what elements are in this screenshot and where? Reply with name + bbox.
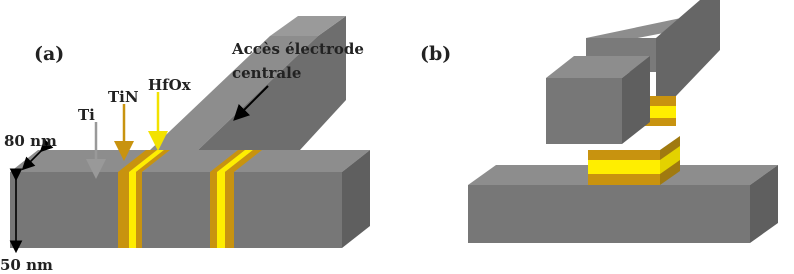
tin-label: TiN bbox=[108, 88, 139, 106]
right-hfox-layer-front bbox=[217, 172, 225, 248]
lower-tin-layer bbox=[588, 174, 660, 185]
wire-top-face bbox=[10, 150, 370, 172]
wire-front-face bbox=[10, 172, 342, 248]
right-tin-layer-front bbox=[210, 172, 217, 248]
acces-electrode-label-line1: Accès électrode bbox=[232, 40, 364, 58]
lower-tin-layer-2 bbox=[588, 150, 660, 160]
panel-a bbox=[0, 16, 370, 274]
slab-front-face bbox=[468, 185, 750, 243]
panel-b-label: (b) bbox=[420, 43, 452, 65]
left-tin-layer-front bbox=[118, 172, 129, 248]
panel-a-label: (a) bbox=[34, 43, 65, 65]
top-bar-front-face bbox=[546, 78, 622, 144]
panel-b bbox=[420, 0, 778, 243]
dim-height-label: 50 nm bbox=[0, 256, 53, 274]
dim-width-label: 80 nm bbox=[4, 132, 57, 150]
hfox-label: HfOx bbox=[148, 76, 191, 94]
horizontal-wire-block bbox=[10, 150, 370, 248]
left-tin-layer-front-2 bbox=[136, 172, 142, 248]
top-bar-diagonal-face bbox=[656, 0, 720, 96]
lower-hfox-layer bbox=[588, 160, 660, 174]
top-electrode-bar bbox=[546, 0, 720, 144]
right-tin-layer-front-2 bbox=[225, 172, 234, 248]
ti-label: Ti bbox=[78, 106, 95, 124]
acces-electrode-label-line2: centrale bbox=[232, 64, 302, 82]
left-hfox-layer-front bbox=[129, 172, 136, 248]
